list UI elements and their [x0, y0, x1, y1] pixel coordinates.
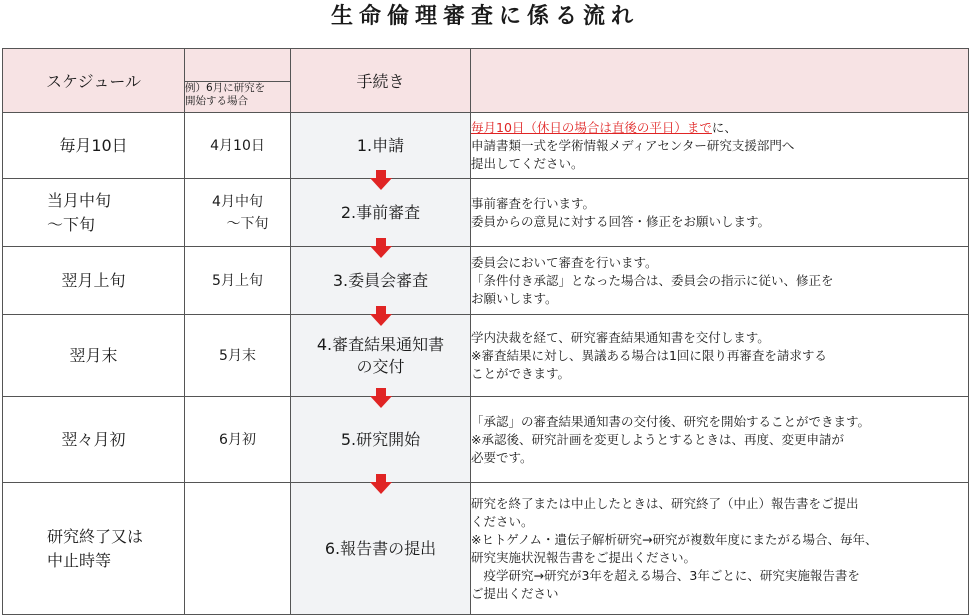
description-cell: 研究を終了または中止したときは、研究終了（中止）報告書をご提出 ください。 ※ヒトゲノム・遺伝子解析研究→研究が複数年度にまたがる場合、毎年、 研究実施状況報告書をご提出ください。 疫学研究→研究が3年を超える場合、3年ごとに、研究実施報告書を ご提出ください: [471, 483, 969, 615]
description-cell: 委員会において審査を行います。 「条件付き承認」となった場合は、委員会の指示に従い、修正を お願いします。: [471, 247, 969, 315]
example-header-line1: 例）6月に研究を: [185, 82, 266, 94]
table-row: [3, 179, 969, 247]
schedule-line1: 研究終了又は: [47, 526, 144, 546]
step-label: 5.研究開始: [340, 429, 421, 449]
example-cell: 4月10日: [185, 113, 291, 179]
procedure-header-spacer: [471, 49, 969, 113]
review-flow-table: [2, 48, 969, 615]
example-line2: ～下旬: [226, 215, 269, 232]
step-label-line2: の交付: [356, 356, 405, 376]
schedule-cell: [3, 483, 185, 615]
description-cell: 「承認」の審査結果通知書の交付後、研究を開始することができます。 ※承認後、研究計画を変更しようとするときは、再度、変更申請が 必要です。: [471, 397, 969, 483]
table-row: [3, 483, 969, 615]
schedule-cell: [3, 179, 185, 247]
step-cell: [291, 315, 471, 397]
schedule-cell: 毎月10日: [3, 113, 185, 179]
example-cell: 6月初: [185, 397, 291, 483]
step-label-line1: 4.審査結果通知書: [316, 334, 445, 354]
down-arrow-icon: [370, 388, 392, 408]
table-row: [3, 397, 969, 483]
deadline-highlight: 毎月10日（休日の場合は直後の平日）まで: [471, 120, 712, 135]
example-header: [185, 82, 291, 113]
down-arrow-icon: [370, 306, 392, 326]
table-row: [3, 247, 969, 315]
step-label: 2.事前審査: [340, 202, 421, 222]
example-cell: 5月上旬: [185, 247, 291, 315]
example-cell: [185, 483, 291, 615]
example-cell: [185, 179, 291, 247]
description-cell: 学内決裁を経て、研究審査結果通知書を交付します。 ※審査結果に対し、異議ある場合は1回に限り再審査を請求する ことができます。: [471, 315, 969, 397]
example-line1: 4月中旬: [212, 193, 263, 210]
example-header-top: [185, 49, 291, 82]
table-row: [3, 315, 969, 397]
table-row: [3, 113, 969, 179]
page-title: 生命倫理審査に係る流れ: [330, 4, 639, 29]
description-cell: 事前審査を行います。 委員からの意見に対する回答・修正をお願いします。: [471, 179, 969, 247]
down-arrow-icon: [370, 170, 392, 190]
schedule-line2: 中止時等: [47, 550, 112, 570]
schedule-cell: 翌月上旬: [3, 247, 185, 315]
description-text: に、 申請書類一式を学術情報メディアセンター研究支援部門へ 提出してください。: [471, 120, 795, 171]
step-cell: [291, 247, 471, 315]
schedule-line1: 当月中旬: [47, 190, 112, 210]
step-label: 3.委員会審査: [332, 270, 429, 290]
step-cell: [291, 483, 471, 615]
step-cell: [291, 397, 471, 483]
step-label: 6.報告書の提出: [324, 538, 437, 558]
step-label: 1.申請: [356, 135, 405, 155]
schedule-header: スケジュール: [3, 49, 185, 113]
schedule-cell: 翌々月初: [3, 397, 185, 483]
step-cell: [291, 113, 471, 179]
schedule-line2: ～下旬: [47, 214, 96, 234]
step-cell: [291, 179, 471, 247]
example-cell: 5月末: [185, 315, 291, 397]
down-arrow-icon: [370, 238, 392, 258]
example-header-line2: 開始する場合: [185, 95, 248, 107]
procedure-header: 手続き: [291, 49, 471, 113]
description-cell: [471, 113, 969, 179]
down-arrow-icon: [370, 474, 392, 494]
schedule-cell: 翌月末: [3, 315, 185, 397]
